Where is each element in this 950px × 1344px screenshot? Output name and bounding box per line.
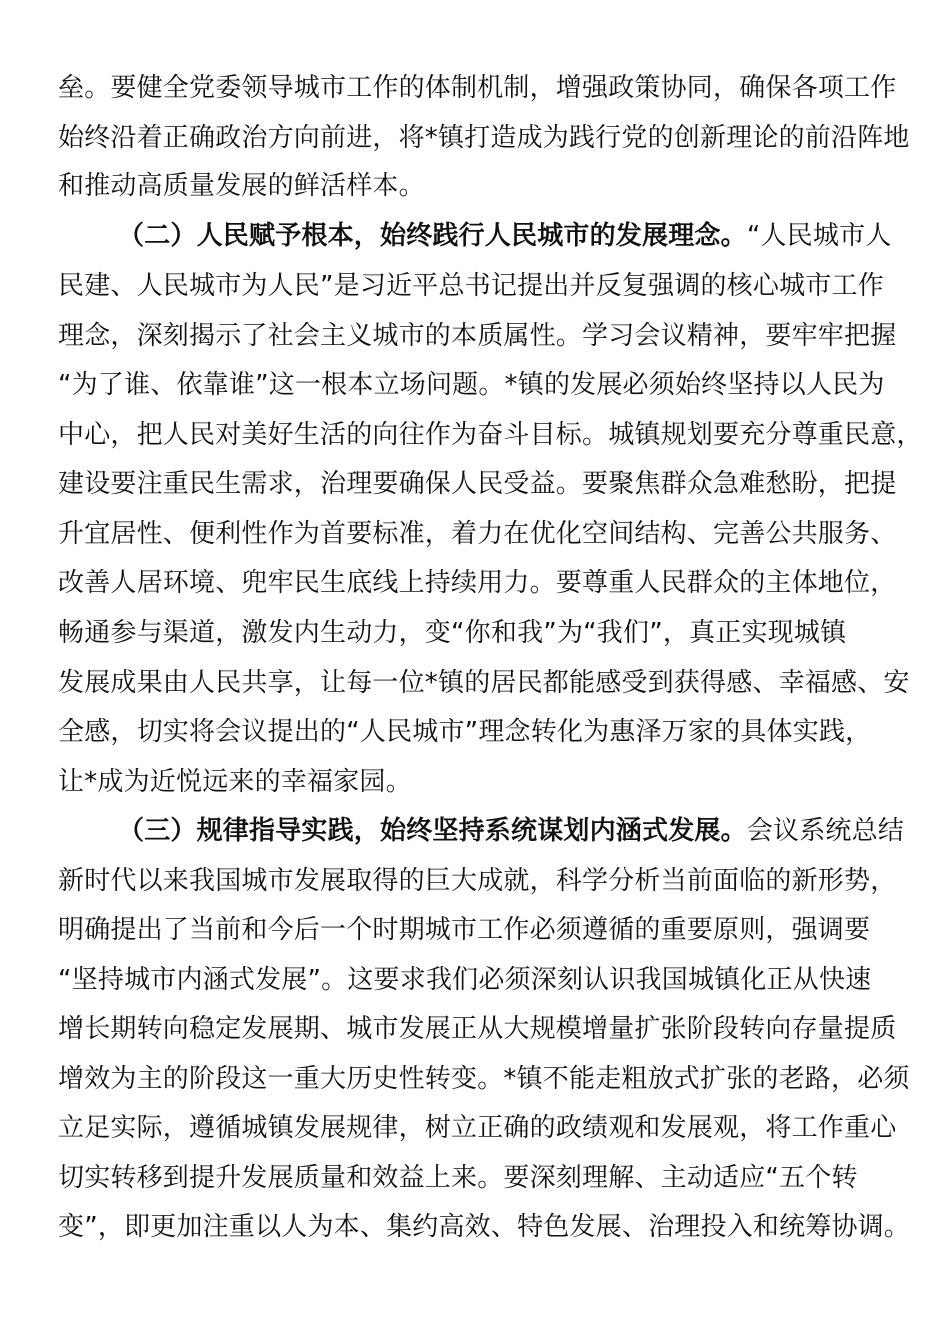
section-three-line: 变”，即更加注重以人为本、集约高效、特色发展、治理投入和统筹协调。 bbox=[58, 1212, 911, 1242]
section-two-heading: （二）人民赋予根本，始终践行人民城市的发展理念。 bbox=[118, 221, 747, 251]
section-three-line: 增长期转向稳定发展期、城市发展正从大规模增量扩张阶段转向存量提质 bbox=[58, 1014, 897, 1044]
section-three-line: 新时代以来我国城市发展取得的巨大成就，科学分析当前面临的新形势， bbox=[58, 866, 897, 896]
intro-line-3: 和推动高质量发展的鲜活样本。 bbox=[58, 171, 425, 201]
section-three-first-line-rest: 会议系统总结 bbox=[746, 816, 905, 846]
section-two-line: 发展成果由人民共享，让每一位*镇的居民都能感受到获得感、幸福感、安 bbox=[58, 668, 910, 698]
section-two-line: 建设要注重民生需求，治理要确保人民受益。要聚焦群众急难愁盼，把提 bbox=[58, 469, 897, 499]
section-three-line: 明确提出了当前和今后一个时期城市工作必须遵循的重要原则，强调要 bbox=[58, 915, 871, 945]
section-two-line: 中心，把人民对美好生活的向往作为奋斗目标。城镇规划要充分尊重民意， bbox=[58, 420, 923, 450]
section-two-line: 民建、人民城市为人民”是习近平总书记提出并反复强调的核心城市工作 bbox=[58, 271, 884, 301]
section-three-line: 切实转移到提升发展质量和效益上来。要深刻理解、主动适应“五个转 bbox=[58, 1163, 858, 1193]
section-three-heading: （三）规律指导实践，始终坚持系统谋划内涵式发展。 bbox=[118, 816, 747, 846]
section-two-line: 理念，深刻揭示了社会主义城市的本质属性。学习会议精神，要牢牢把握 bbox=[58, 321, 897, 351]
section-two-first-line-rest: “人民城市人 bbox=[746, 221, 892, 251]
section-two-line: 让*成为近悦远来的幸福家园。 bbox=[58, 767, 412, 797]
section-two-first-line bbox=[118, 220, 891, 252]
section-two-line: 升宜居性、便利性作为首要标准，着力在优化空间结构、完善公共服务、 bbox=[58, 519, 897, 549]
section-two-line: 改善人居环境、兜牢民生底线上持续用力。要尊重人民群众的主体地位， bbox=[58, 568, 897, 598]
section-two-line: “为了谁、依靠谁”这一根本立场问题。*镇的发展必须始终坚持以人民为 bbox=[58, 370, 885, 400]
intro-line-1: 垒。要健全党委领导城市工作的体制机制，增强政策协同，确保各项工作 bbox=[58, 73, 897, 103]
section-two-line: 畅通参与渠道，激发内生动力，变“你和我”为“我们”，真正实现城镇 bbox=[58, 618, 847, 648]
section-three-line: 增效为主的阶段这一重大历史性转变。*镇不能走粗放式扩张的老路，必须 bbox=[58, 1064, 910, 1094]
section-three-line: 立足实际，遵循城镇发展规律，树立正确的政绩观和发展观，将工作重心 bbox=[58, 1113, 897, 1143]
section-three-first-line bbox=[118, 815, 904, 847]
section-two-line: 全感，切实将会议提出的“人民城市”理念转化为惠泽万家的具体实践， bbox=[58, 717, 872, 747]
intro-line-2: 始终沿着正确政治方向前进，将*镇打造成为践行党的创新理论的前沿阵地 bbox=[58, 123, 910, 153]
section-three-line: “坚持城市内涵式发展”。这要求我们必须深刻认识我国城镇化正从快速 bbox=[58, 965, 872, 995]
